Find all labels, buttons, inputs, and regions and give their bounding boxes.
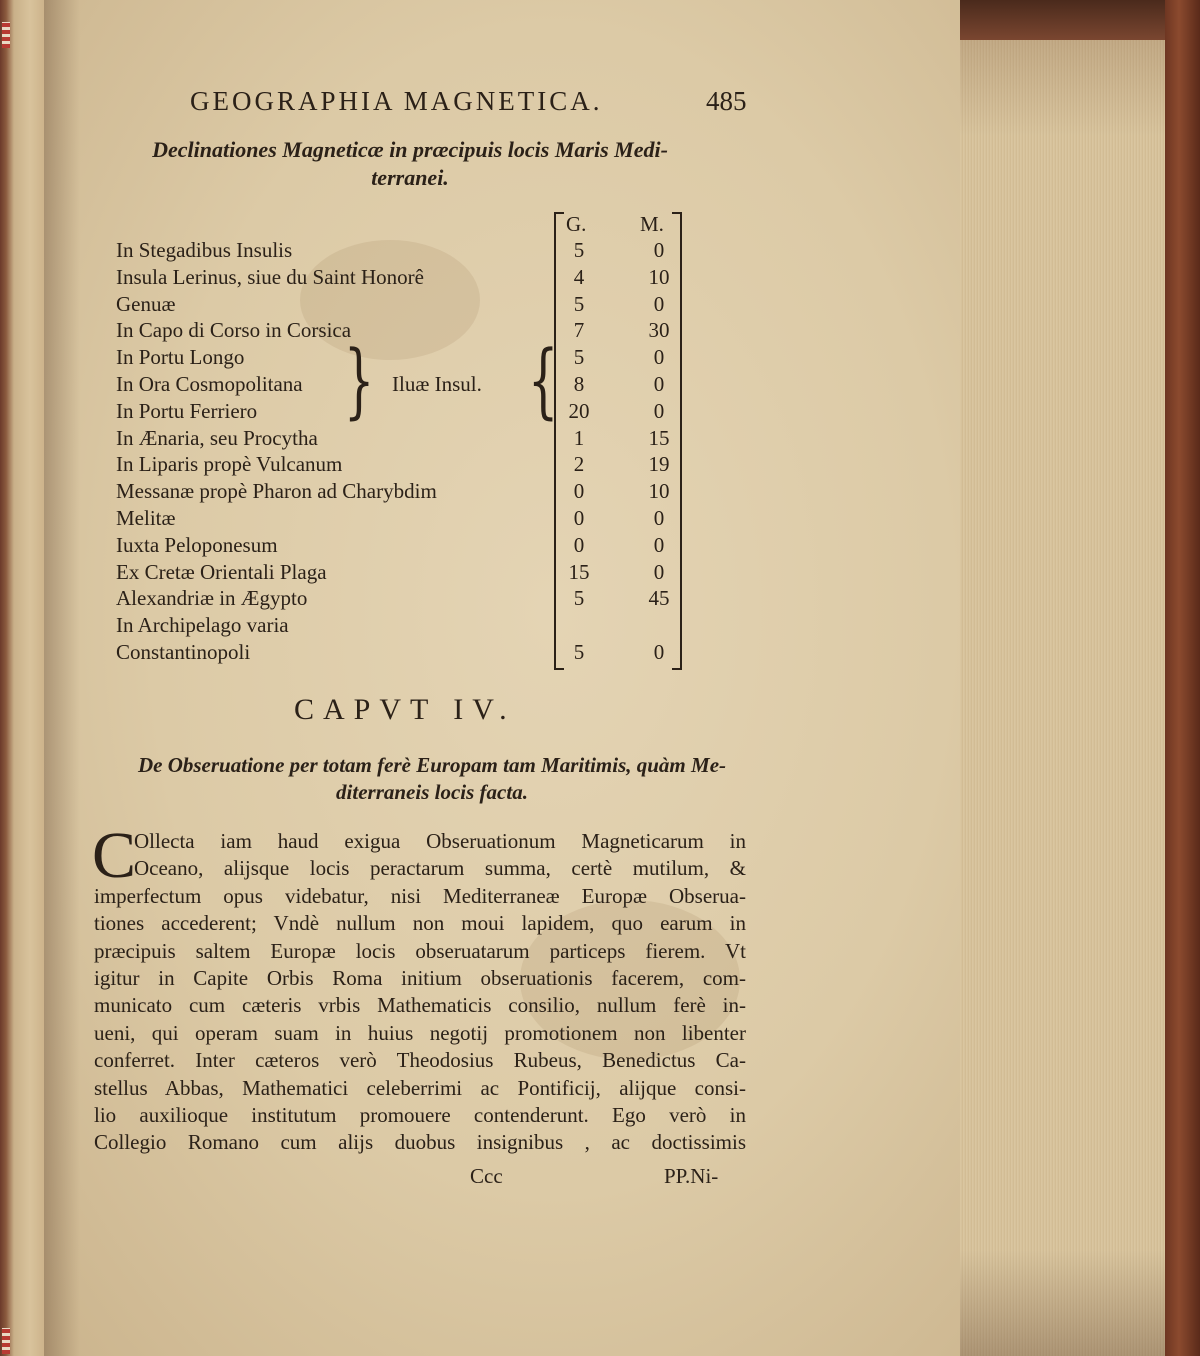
minutes-value: 0 [653,505,665,530]
table-row [116,479,716,506]
table-rule-right [680,212,682,670]
text-line: præcipuis saltem Europæ locis obseruatarum particeps fierem. Vt [94,938,746,963]
table-row [116,452,716,479]
drop-capital: C [92,819,137,892]
table-row [116,586,716,613]
chapter-subtitle-line: diterraneis locis facta. [336,780,528,804]
binding-edge [0,0,44,1356]
gutter-shadow [40,0,80,1356]
text-line: tiones accederent; Vndè nullum non moui lapidem, quo earum in [94,911,746,936]
table-row [116,640,716,667]
degrees-value: 0 [573,479,585,504]
minutes-value: 15 [648,425,670,450]
degrees-value: 20 [568,398,590,423]
place-name: In Ænaria, seu Procytha [116,425,318,450]
place-name: In Stegadibus Insulis [116,238,293,262]
declination-table [116,238,716,667]
minutes-value: 0 [653,559,665,584]
body-text [92,819,746,1157]
text-line: imperfectum opus videbatur, nisi Mediterraneæ Europæ Obserua- [94,883,746,908]
place-name: Genuæ [116,291,176,316]
chapter-subtitle [92,752,772,806]
table-row [116,533,716,560]
minutes-value: 0 [653,238,665,262]
minutes-value: 0 [653,345,665,370]
leather-cover [1165,0,1200,1356]
text-line: Oceano, alijsque locis peractarum summa, certè mutilum, & [134,856,746,881]
table-rule-left [554,212,556,670]
chapter-heading: CAPVT IV. [294,693,516,726]
page-edges [960,30,1165,1356]
degrees-value: 5 [573,238,585,262]
place-name: In Ora Cosmopolitana [116,371,303,396]
text-line: igitur in Capite Orbis Roma initium obseruationis facerem, com- [94,966,746,991]
degrees-value: 1 [573,425,585,450]
page-number: 485 [706,86,747,116]
text-line: conferret. Inter cæteros verò Theodosius Rubeus, Benedictus Ca- [94,1048,746,1073]
table-row [116,613,716,640]
text-line: stellus Abbas, Mathematici celeberrimi ac Pontificij, alijque consi- [94,1075,746,1100]
curly-brace-right: } [343,333,375,429]
table-title [110,136,710,192]
chapter-subtitle-line: De Obseruatione per totam ferè Europam tam Maritimis, quàm Me- [137,753,727,777]
degrees-value: 5 [573,291,585,316]
sewing-thread [2,1328,10,1354]
minutes-value: 0 [653,291,665,316]
table-row [116,345,716,372]
place-name: Alexandriæ in Ægypto [116,586,308,611]
place-name: Constantinopoli [116,639,251,664]
degrees-value: 0 [573,505,585,530]
text-line: lio auxilioque institutum promouere contenderunt. Ego verò in [94,1103,746,1128]
place-name: Messanæ propè Pharon ad Charybdim [116,479,437,504]
catchword: PP.Ni- [664,1164,719,1188]
place-name: Iuxta Peloponesum [116,532,278,557]
cover-top [960,0,1200,40]
degrees-value: 15 [568,559,590,584]
minutes-value: 0 [653,639,665,664]
table-row [116,265,716,292]
signature-mark: Ccc [470,1164,503,1188]
place-name: In Capo di Corso in Corsica [116,318,352,343]
table-rule-corner [672,212,682,214]
column-head-minutes: M. [640,212,664,236]
minutes-value: 10 [648,264,670,289]
place-name: In Archipelago varia [116,613,289,638]
table-rule-corner [554,212,564,214]
table-row [116,426,716,453]
text-line: Collegio Romano cum alijs duobus insignibus , ac doctissimis [94,1130,746,1155]
running-head: GEOGRAPHIA MAGNETICA. [190,86,603,116]
table-title-line: terranei. [371,165,449,190]
minutes-value: 0 [653,532,665,557]
curly-brace-left: { [527,333,559,429]
minutes-value: 30 [648,318,670,343]
text-line: Ollecta iam haud exigua Obseruationum Magneticarum in [134,829,746,853]
degrees-value: 2 [573,452,585,477]
island-group-label: Iluæ Insul. [392,372,482,396]
text-line: municato cum cæteris vrbis Mathematicis consilio, nullum ferè in- [94,993,746,1018]
table-row [116,292,716,319]
place-name: In Portu Ferriero [116,398,258,423]
column-head-degrees: G. [566,212,587,236]
table-row [116,318,716,345]
sewing-thread [2,22,10,48]
minutes-value: 19 [648,452,670,477]
table-row [116,560,716,587]
degrees-value: 5 [573,639,585,664]
minutes-value: 0 [653,371,665,396]
minutes-value: 45 [648,586,670,611]
degrees-value: 5 [573,586,585,611]
place-name: Insula Lerinus, siue du Saint Honorê [116,264,424,289]
place-name: Ex Cretæ Orientali Plaga [116,559,327,584]
text-line: ueni, qui operam suam in huius negotij promotionem non libenter [94,1020,746,1045]
table-row [116,399,716,426]
table-row [116,506,716,533]
place-name: Melitæ [116,505,176,530]
place-name: In Portu Longo [116,345,245,370]
place-name: In Liparis propè Vulcanum [116,452,343,477]
minutes-value: 0 [653,398,665,423]
degrees-value: 0 [573,532,585,557]
table-rule-corner [554,668,564,670]
degrees-value: 5 [573,345,585,370]
degrees-value: 8 [573,371,585,396]
degrees-value: 7 [573,318,585,343]
degrees-value: 4 [573,264,585,289]
table-row [116,238,716,265]
table-title-line: Declinationes Magneticæ in præcipuis locis Maris Medi- [152,137,668,162]
table-rule-corner [672,668,682,670]
minutes-value: 10 [648,479,670,504]
